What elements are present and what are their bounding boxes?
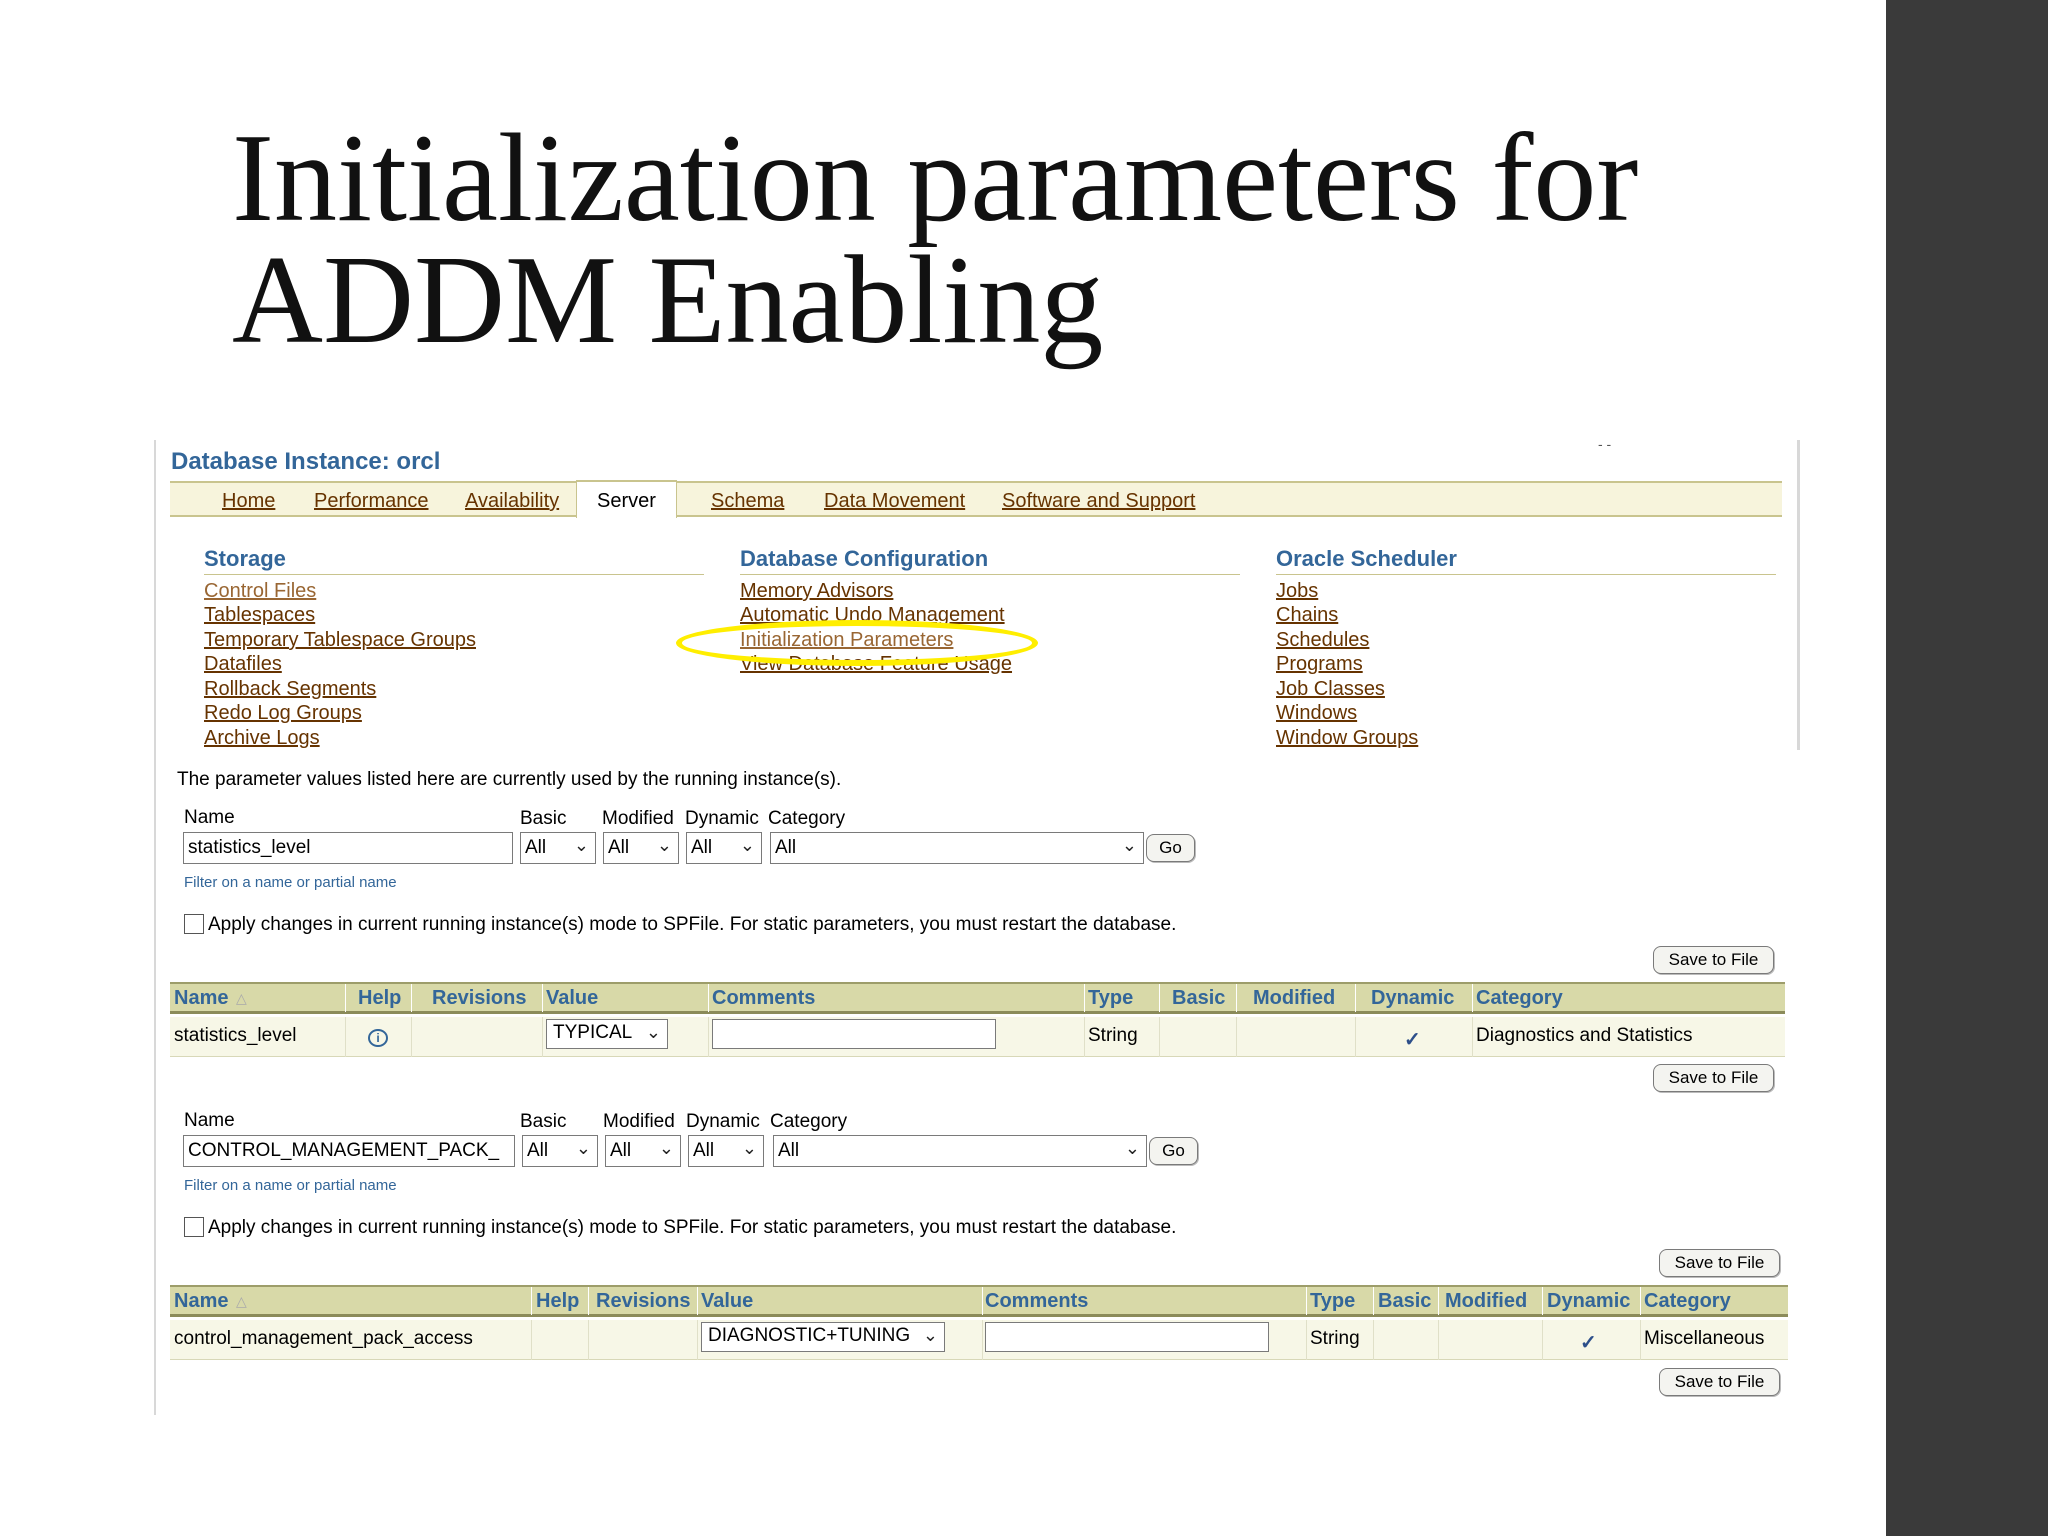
- dynamic-select-value: All: [691, 837, 713, 858]
- col-dynamic: Dynamic: [1371, 987, 1455, 1009]
- check-icon: ✓: [1580, 1332, 1597, 1354]
- storage-heading: Storage: [204, 546, 704, 575]
- link-archive-logs[interactable]: Archive Logs: [204, 727, 320, 749]
- chevron-down-icon: ⌄: [645, 1022, 661, 1042]
- scrollbar[interactable]: [1797, 440, 1800, 750]
- category-select-value: All: [778, 1140, 800, 1161]
- modified-select-value: All: [608, 837, 630, 858]
- basic-select-value: All: [527, 1140, 549, 1161]
- col-type: Type: [1310, 1290, 1356, 1312]
- filter-label-basic: Basic: [520, 1111, 567, 1132]
- col-modified: Modified: [1253, 987, 1336, 1009]
- basic-select-value: All: [525, 837, 547, 858]
- instance-title: Database Instance: orcl: [171, 448, 441, 475]
- link-redo-log-groups[interactable]: Redo Log Groups: [204, 702, 362, 724]
- filter-label-category: Category: [768, 808, 846, 829]
- chevron-down-icon: ⌄: [656, 835, 672, 855]
- col-help: Help: [536, 1290, 580, 1312]
- col-category: Category: [1644, 1290, 1731, 1312]
- filter-label-dynamic: Dynamic: [685, 808, 759, 829]
- row-name: statistics_level: [174, 1025, 297, 1046]
- save-to-file-button[interactable]: Save to File: [1659, 1249, 1780, 1277]
- category-select[interactable]: [770, 832, 1144, 864]
- col-category: Category: [1476, 987, 1563, 1009]
- table-header: [170, 982, 1785, 1014]
- save-to-file-button[interactable]: Save to File: [1653, 946, 1774, 974]
- link-tablespaces[interactable]: Tablespaces: [204, 604, 316, 626]
- link-window-groups[interactable]: Window Groups: [1276, 727, 1419, 749]
- link-control-files[interactable]: Control Files: [204, 580, 317, 602]
- slide-title-line-1: Initialization parameters for: [232, 109, 1639, 248]
- chevron-down-icon: ⌄: [922, 1325, 938, 1345]
- slide-side-bar: [1886, 0, 2048, 1536]
- filter-label-basic: Basic: [520, 808, 567, 829]
- apply-spfile-checkbox[interactable]: [184, 1217, 204, 1237]
- chevron-down-icon: ⌄: [1124, 1138, 1140, 1158]
- screenshot-border-left: [154, 440, 156, 1415]
- filter-label-modified: Modified: [602, 808, 674, 829]
- link-windows[interactable]: Windows: [1276, 702, 1358, 724]
- tab-data-movement[interactable]: Data Movement: [824, 490, 966, 512]
- col-type: Type: [1088, 987, 1134, 1009]
- tab-performance[interactable]: Performance: [314, 490, 429, 512]
- check-icon: ✓: [1404, 1029, 1421, 1051]
- value-select-value: DIAGNOSTIC+TUNING: [708, 1325, 911, 1346]
- col-revisions: Revisions: [596, 1290, 691, 1312]
- basic-select[interactable]: [522, 1135, 598, 1167]
- save-to-file-button[interactable]: Save to File: [1659, 1368, 1780, 1396]
- col-comments: Comments: [985, 1290, 1089, 1312]
- table-header: [170, 1285, 1788, 1317]
- tab-bar: [170, 481, 1782, 517]
- filter-hint: Filter on a name or partial name: [184, 874, 397, 891]
- row-name: control_management_pack_access: [174, 1328, 473, 1349]
- db-config-heading: Database Configuration: [740, 546, 1240, 575]
- category-select-value: All: [775, 837, 797, 858]
- dynamic-select[interactable]: [686, 832, 762, 864]
- col-modified: Modified: [1445, 1290, 1528, 1312]
- value-select-value: TYPICAL: [553, 1022, 633, 1043]
- highlight-ellipse: [676, 620, 1038, 666]
- modified-select[interactable]: [603, 832, 679, 864]
- tab-schema[interactable]: Schema: [711, 490, 785, 512]
- filter-label-name: Name: [184, 807, 235, 828]
- link-memory-advisors[interactable]: Memory Advisors: [740, 580, 894, 602]
- link-initialization-parameters[interactable]: Initialization Parameters: [740, 629, 954, 651]
- chevron-down-icon: ⌄: [741, 1138, 757, 1158]
- info-icon[interactable]: i: [368, 1029, 388, 1047]
- chevron-down-icon: ⌄: [1121, 835, 1137, 855]
- table-row: [170, 1017, 1785, 1057]
- col-basic: Basic: [1172, 987, 1226, 1009]
- col-basic: Basic: [1378, 1290, 1432, 1312]
- chevron-down-icon: ⌄: [573, 835, 589, 855]
- value-select[interactable]: [546, 1019, 668, 1049]
- apply-spfile-checkbox[interactable]: [184, 914, 204, 934]
- col-comments: Comments: [712, 987, 816, 1009]
- link-chains[interactable]: Chains: [1276, 604, 1339, 626]
- go-button[interactable]: Go: [1149, 1137, 1198, 1165]
- col-revisions: Revisions: [432, 987, 527, 1009]
- comments-input[interactable]: [712, 1019, 996, 1049]
- apply-spfile-label: Apply changes in current running instance(s) mode to SPFile. For static parameters, you must restart the database.: [208, 1217, 1177, 1238]
- col-dynamic: Dynamic: [1547, 1290, 1631, 1312]
- filter-label-category: Category: [770, 1111, 848, 1132]
- filter-label-name: Name: [184, 1110, 235, 1131]
- modified-select-value: All: [610, 1140, 632, 1161]
- filter-label-dynamic: Dynamic: [686, 1111, 760, 1132]
- comments-input[interactable]: [985, 1322, 1269, 1352]
- table-row: [170, 1320, 1788, 1360]
- modified-select[interactable]: [605, 1135, 681, 1167]
- col-name[interactable]: Name: [174, 1290, 229, 1312]
- name-filter-input[interactable]: CONTROL_MANAGEMENT_PACK_: [183, 1135, 515, 1167]
- slide-title-line-2: ADDM Enabling: [232, 231, 1104, 370]
- apply-spfile-label: Apply changes in current running instance(s) mode to SPFile. For static parameters, you must restart the database.: [208, 914, 1177, 935]
- corner-mark: - -: [1598, 436, 1612, 452]
- col-value: Value: [701, 1290, 754, 1312]
- go-button[interactable]: Go: [1146, 834, 1195, 862]
- chevron-down-icon: ⌄: [739, 835, 755, 855]
- tab-availability[interactable]: Availability: [465, 490, 560, 512]
- filter-hint: Filter on a name or partial name: [184, 1177, 397, 1194]
- value-select[interactable]: [701, 1322, 945, 1352]
- col-help: Help: [358, 987, 402, 1009]
- category-select[interactable]: [773, 1135, 1147, 1167]
- save-to-file-button[interactable]: Save to File: [1653, 1064, 1774, 1092]
- sort-ascending-icon[interactable]: △: [236, 1293, 247, 1309]
- dynamic-select[interactable]: [688, 1135, 764, 1167]
- link-schedules[interactable]: Schedules: [1276, 629, 1370, 651]
- col-value: Value: [546, 987, 599, 1009]
- slide-title: [232, 109, 1832, 370]
- sort-ascending-icon[interactable]: △: [236, 990, 247, 1006]
- dynamic-select-value: All: [693, 1140, 715, 1161]
- link-rollback-segments[interactable]: Rollback Segments: [204, 678, 377, 700]
- basic-select[interactable]: [520, 832, 596, 864]
- scheduler-heading: Oracle Scheduler: [1276, 546, 1776, 575]
- row-category: Miscellaneous: [1644, 1328, 1765, 1349]
- link-programs[interactable]: Programs: [1276, 653, 1363, 675]
- info-text: The parameter values listed here are currently used by the running instance(s).: [177, 769, 842, 790]
- tab-software-and-support[interactable]: Software and Support: [1002, 490, 1196, 512]
- row-category: Diagnostics and Statistics: [1476, 1025, 1693, 1046]
- row-type: String: [1088, 1025, 1138, 1046]
- link-view-database-feature-usage[interactable]: View Database Feature Usage: [740, 653, 1013, 675]
- link-automatic-undo-management[interactable]: Automatic Undo Management: [740, 604, 1005, 626]
- chevron-down-icon: ⌄: [575, 1138, 591, 1158]
- link-datafiles[interactable]: Datafiles: [204, 653, 282, 675]
- row-type: String: [1310, 1328, 1360, 1349]
- tab-home[interactable]: Home: [222, 490, 276, 512]
- link-job-classes[interactable]: Job Classes: [1276, 678, 1385, 700]
- col-name[interactable]: Name: [174, 987, 229, 1009]
- filter-label-modified: Modified: [603, 1111, 675, 1132]
- link-temporary-tablespace-groups[interactable]: Temporary Tablespace Groups: [204, 629, 476, 651]
- chevron-down-icon: ⌄: [658, 1138, 674, 1158]
- link-jobs[interactable]: Jobs: [1276, 580, 1319, 602]
- tab-server[interactable]: Server: [576, 480, 677, 518]
- name-filter-input[interactable]: statistics_level: [183, 832, 513, 864]
